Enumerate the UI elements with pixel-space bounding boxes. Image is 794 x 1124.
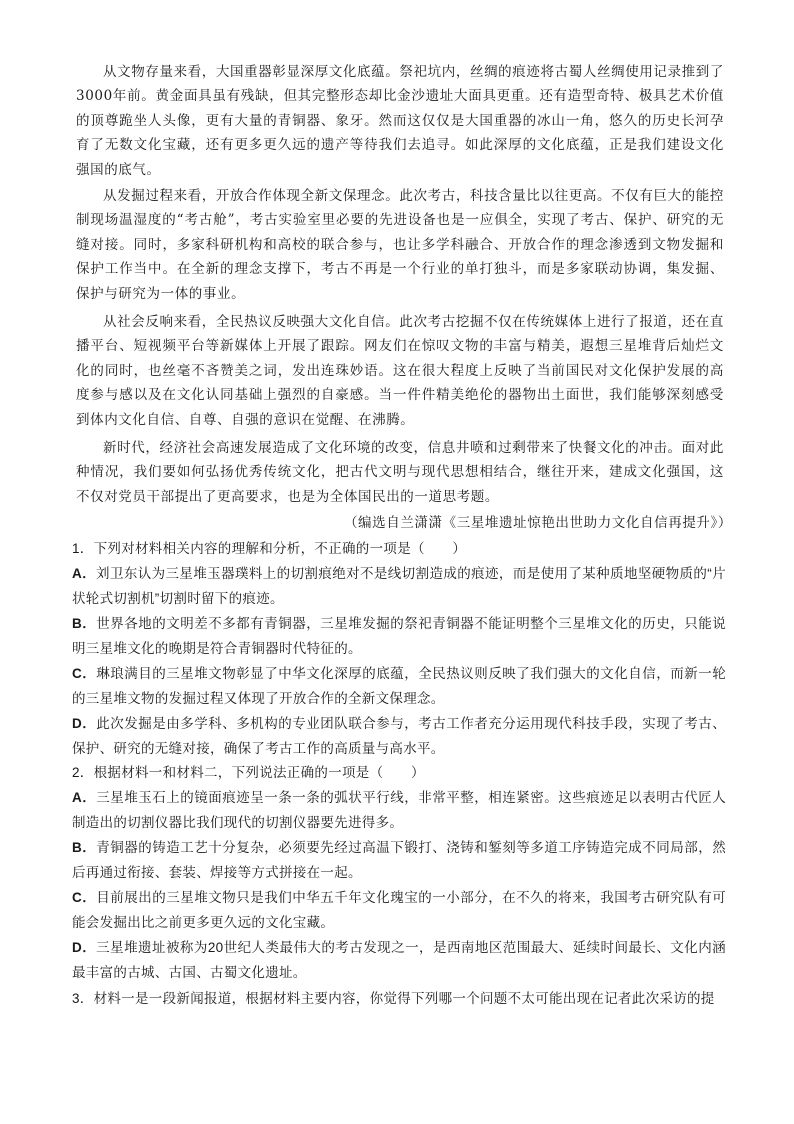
option-d	[72, 935, 726, 985]
option-text: 琳琅满目的三星堆文物彰显了中华文化深厚的底蕴，全民热议则反映了我们强大的文化自信，而新一轮的三星堆文物的发掘过程又体现了开放合作的全新文保理念。	[72, 666, 726, 706]
option-text: 三星堆玉石上的镜面痕迹呈一条一条的弧状平行线，非常平整，相连紧密。这些痕迹足以表明古代匠人制造出的切割仪器比我们现代的切割仪器要先进得多。	[72, 790, 726, 830]
option-text: 世界各地的文明差不多都有青铜器，三星堆发掘的祭祀青铜器不能证明整个三星堆文化的历史，只能说明三星堆文化的晚期是符合青铜器时代特征的。	[72, 616, 726, 656]
option-letter: A．	[72, 566, 97, 581]
option-text: 三星堆遗址被称为20世纪人类最伟大的考古发现之一，是西南地区范围最大、延续时间最长、文化内涵最丰富的古城、古国、古蜀文化遗址。	[72, 940, 726, 980]
question-stem: 2．根据材料一和材料二，下列说法正确的一项是（ ）	[72, 765, 425, 780]
paragraph-social-response: 从社会反响来看，全民热议反映强大文化自信。此次考古挖掘不仅在传统媒体上进行了报道，还在直播平台、短视频平台等新媒体上开展了跟踪。网友们在惊叹文物的丰富与精美，遐想三星堆背后灿烂文化的同时，也丝毫不吝赞美之词，发出连珠妙语。这在很大程度上反映了当前国民对文化保护发展的高度参与感以及在文化认同基础上强烈的自豪感。当一件件精美绝伦的器物出土面世，我们能够深刻感受到体内文化自信、自尊、自强的意识在觉醒、在沸腾。	[76, 314, 724, 428]
option-a	[72, 561, 726, 611]
option-text: 目前展出的三星堆文物只是我们中华五千年文化瑰宝的一小部分，在不久的将来，我国考古研究队有可能会发掘出比之前更多更久远的文化宝藏。	[72, 890, 726, 930]
option-text: 刘卫东认为三星堆玉器璞料上的切割痕绝对不是线切割造成的痕迹，而是使用了某种质地坚硬物质的“片状轮式切割机”切割时留下的痕迹。	[72, 566, 726, 606]
option-letter: B．	[72, 616, 97, 631]
question-2	[72, 760, 726, 985]
question-stem: 3．材料一是一段新闻报道，根据材料主要内容，你觉得下列哪一个问题不太可能出现在记者此次采访的提	[72, 991, 715, 1006]
source-citation: （编选自兰潇潇《三星堆遗址惊艳出世助力文化自信再提升》）	[343, 515, 732, 531]
option-text: 此次发掘是由多学科、多机构的专业团队联合参与，考古工作者充分运用现代科技手段，实现了考古、保护、研究的无缝对接，确保了考古工作的高质量与高水平。	[72, 716, 726, 756]
paragraph-excavation-process: 从发掘过程来看，开放合作体现全新文保理念。此次考古，科技含量比以往更高。不仅有巨大的能控制现场温湿度的“考古舱”，考古实验室里必要的先进设备也是一应俱全，实现了考古、保护、研究的无缝对接。同时，多家科研机构和高校的联合参与，也让多学科融合、开放合作的理念渗透到文物发掘和保护工作当中。在全新的理念支撑下，考古不再是一个行业的单打独斗，而是多家联动协调，集发掘、保护与研究为一体的事业。	[76, 188, 724, 302]
option-letter: A．	[72, 790, 97, 805]
paragraph-new-era: 新时代，经济社会高速发展造成了文化环境的改变，信息井喷和过剩带来了快餐文化的冲击。面对此种情况，我们要如何弘扬优秀传统文化，把古代文明与现代思想相结合，继往开来，建成文化强国，这不仅对党员干部提出了更高要求，也是为全体国民出的一道思考题。	[76, 440, 724, 505]
option-letter: B．	[72, 840, 97, 855]
question-1	[72, 536, 726, 761]
option-b	[72, 611, 726, 661]
paragraph-cultural-heritage: 从文物存量来看，大国重器彰显深厚文化底蕴。祭祀坑内，丝绸的痕迹将古蜀人丝绸使用记录推到了3000年前。黄金面具虽有残缺，但其完整形态却比金沙遗址大面具更重。还有造型奇特、极具艺术价值的顶尊跪坐人头像，更有大量的青铜器、象牙。然而这仅仅是大国重器的冰山一角，悠久的历史长河孕育了无数文化宝藏，还有更多更久远的遗产等待我们去追寻。如此深厚的文化底蕴，正是我们建设文化强国的底气。	[76, 64, 724, 178]
option-letter: D．	[72, 716, 97, 731]
option-letter: C．	[72, 890, 97, 905]
option-c	[72, 661, 726, 711]
option-letter: C．	[72, 666, 97, 681]
option-a	[72, 785, 726, 835]
option-text: 青铜器的铸造工艺十分复杂，必须要先经过高温下锻打、浇铸和錾刻等多道工序铸造完成不同局部，然后再通过衔接、套装、焊接等方式拼接在一起。	[72, 840, 726, 880]
option-b	[72, 835, 726, 885]
option-c	[72, 885, 726, 935]
question-3	[72, 986, 726, 1011]
option-letter: D．	[72, 940, 97, 955]
option-d	[72, 711, 726, 761]
question-stem: 1．下列对材料相关内容的理解和分析，不正确的一项是（ ）	[72, 541, 467, 556]
